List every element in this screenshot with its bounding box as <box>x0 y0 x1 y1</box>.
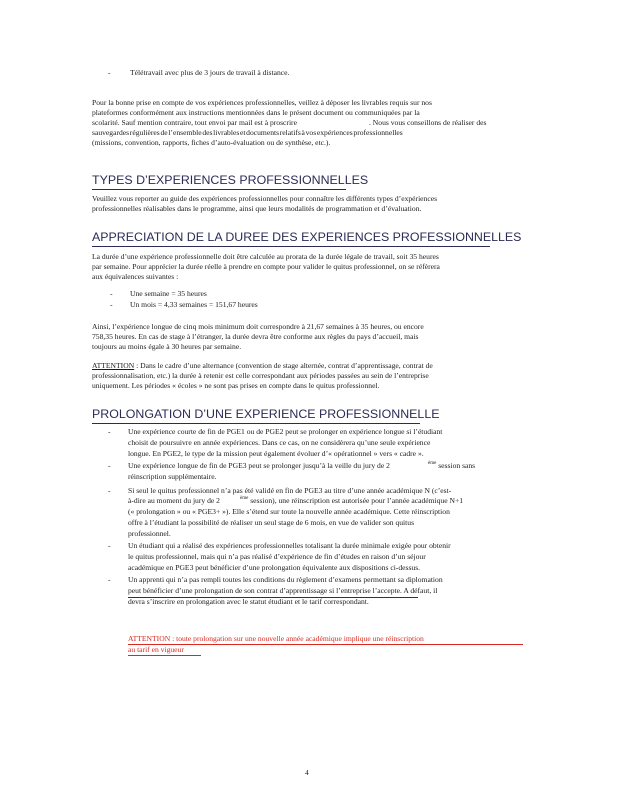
paragraph-line: sauvegardes régulières de l’ensemble des livrables et documents relatifs à vos expériences professionnelles <box>92 128 403 137</box>
paragraph-line: scolarité. Sauf mention contraire, tout envoi par mail est à proscrire <box>92 118 297 127</box>
paragraph-line: toujours au moins égale à 30 heures par semaine. <box>92 342 242 351</box>
paragraph-line: (missions, convention, rapports, fiches d’auto-évaluation ou de synthèse, etc.). <box>92 138 331 147</box>
section-heading-types: TYPES D’EXPERIENCES PROFESSIONNELLES <box>92 173 369 187</box>
paragraph-line: Pour la bonne prise en compte de vos expériences professionnelles, veillez à déposer les livrables requis sur nos <box>92 98 432 107</box>
list-item-line: réinscription supplémentaire. <box>128 472 217 481</box>
list-item: Une semaine = 35 heures <box>130 289 207 298</box>
red-underline <box>128 644 523 645</box>
superscript: ème <box>240 496 249 501</box>
superscript: ème <box>428 461 437 466</box>
bullet-dash: - <box>108 427 111 436</box>
paragraph-line: professionnelles réalisables dans le programme, ainsi que leurs modalités de programmation et d’évaluation. <box>92 204 422 213</box>
list-item-line: Un étudiant qui a réalisé des expériences professionnelles totalisant la durée minimale exigée pour obtenir <box>128 541 451 550</box>
list-item-line: Un apprenti qui n’a pas rempli toutes les conditions du règlement d’examens permettant sa diplomation <box>128 575 443 584</box>
list-item-line: peut bénéficier d’une prolongation de son contrat d’apprentissage si l’entreprise l’accepte. A défaut, il <box>128 586 438 595</box>
bullet-dash: - <box>110 289 113 298</box>
attention-text: : Dans le cadre d’une alternance (convention de stage alternée, contrat d’apprentissage, contrat de <box>134 361 433 370</box>
paragraph-line: 758,35 heures. En cas de stage à l’étranger, la durée devra être conforme aux règles du pays d’accueil, mais <box>92 332 419 341</box>
heading-underline <box>92 189 346 190</box>
bullet-dash: - <box>108 486 111 495</box>
bullet-dash: - <box>110 300 113 309</box>
red-underline <box>128 655 201 656</box>
bullet-dash: - <box>108 575 111 584</box>
bullet-dash: - <box>108 541 111 550</box>
list-item-line: Une expérience longue de fin de PGE3 peut se prolonger jusqu’à la veille du jury de 2 <box>128 461 390 470</box>
section-heading-duree: APPRECIATION DE LA DUREE DES EXPERIENCES PROFESSIONNELLES <box>92 230 522 244</box>
list-item-line: Une expérience courte de fin de PGE1 ou de PGE2 peut se prolonger en expérience longue si l’étudiant <box>128 427 443 436</box>
paragraph-line: . Nous vous conseillons de réaliser des <box>369 118 487 127</box>
red-attention-line: au tarif en vigueur <box>128 645 184 654</box>
list-item-line: offre à l’étudiant la possibilité de réaliser un seul stage de 6 mois, en vue de valider son quitus <box>128 518 415 527</box>
list-item-text: session), une réinscription est autorisée pour l’année académique N+1 <box>248 496 464 505</box>
list-item-line: à-dire au moment du jury de 2 <box>128 496 220 505</box>
list-item-line <box>428 461 475 474</box>
list-item-line: longue. En PGE2, le type de la mission peut également évoluer d’« opérationnel » vers « cadre ». <box>128 449 424 458</box>
paragraph-line: plateformes conformément aux instructions mentionnées dans le présent document ou communiquées par la <box>92 108 420 117</box>
list-item: Un mois = 4,33 semaines = 151,67 heures <box>130 300 258 309</box>
list-item-line: professionnel. <box>128 529 171 538</box>
list-item-line: académique en PGE3 peut bénéficier d’une prolongation équivalente aux dispositions ci-dessus. <box>128 563 421 572</box>
page-number: 4 <box>305 768 309 777</box>
section-heading-prolongation: PROLONGATION D’UNE EXPERIENCE PROFESSIONNELLE <box>92 407 440 421</box>
list-item-text: session sans <box>436 461 476 470</box>
paragraph-line: aux équivalences suivantes : <box>92 272 179 281</box>
attention-note-line <box>92 361 433 372</box>
red-attention-line: ATTENTION : toute prolongation sur une nouvelle année académique implique une réinscription <box>128 634 424 643</box>
paragraph-line: La durée d’une expérience professionnelle doit être calculée au prorata de la durée légale de travail, soit 35 heures <box>92 252 439 261</box>
paragraph-line: uniquement. Les périodes « écoles » ne sont pas prises en compte dans le quitus professionnel. <box>92 381 380 390</box>
teletravail-item: Télétravail avec plus de 3 jours de travail à distance. <box>130 68 290 77</box>
bullet-dash: - <box>108 461 111 470</box>
list-item-line: Si seul le quitus professionnel n’a pas été validé en fin de PGE3 au titre d’une année académique N (c’est- <box>128 486 452 495</box>
list-item-line: devra s’inscrire en prolongation avec le statut étudiant et le tarif correspondant. <box>128 597 369 606</box>
heading-underline <box>92 246 490 247</box>
paragraph-line: Ainsi, l’expérience longue de cinq mois minimum doit correspondre à 21,67 semaines à 35 heures, ou encore <box>92 322 424 331</box>
list-item-line: (« prolongation » ou « PGE3+ »). Elle s’étend sur toute la nouvelle année académique. Cette réinscription <box>128 507 450 516</box>
paragraph-line: par semaine. Pour apprécier la durée réelle à prendre en compte pour valider le quitus professionnel, on se réfèrera <box>92 262 440 271</box>
paragraph-line: professionnalisation, etc.) la durée à retenir est celle correspondant aux périodes passées au sein de l’entreprise <box>92 371 429 380</box>
bullet-dash: - <box>108 68 111 77</box>
attention-label: ATTENTION <box>92 361 135 370</box>
paragraph-line: Veuillez vous reporter au guide des expériences professionnelles pour connaître les différents types d’expériences <box>92 194 438 203</box>
heading-underline <box>92 423 420 424</box>
list-item-line: choisit de poursuivre en année expériences. Dans ce cas, on ne considèrera qu’une seule expérience <box>128 438 431 447</box>
list-item-line: le quitus professionnel, mais qui n’a pas réalisé d’expérience de fin d’études en raison d’un séjour <box>128 552 426 561</box>
